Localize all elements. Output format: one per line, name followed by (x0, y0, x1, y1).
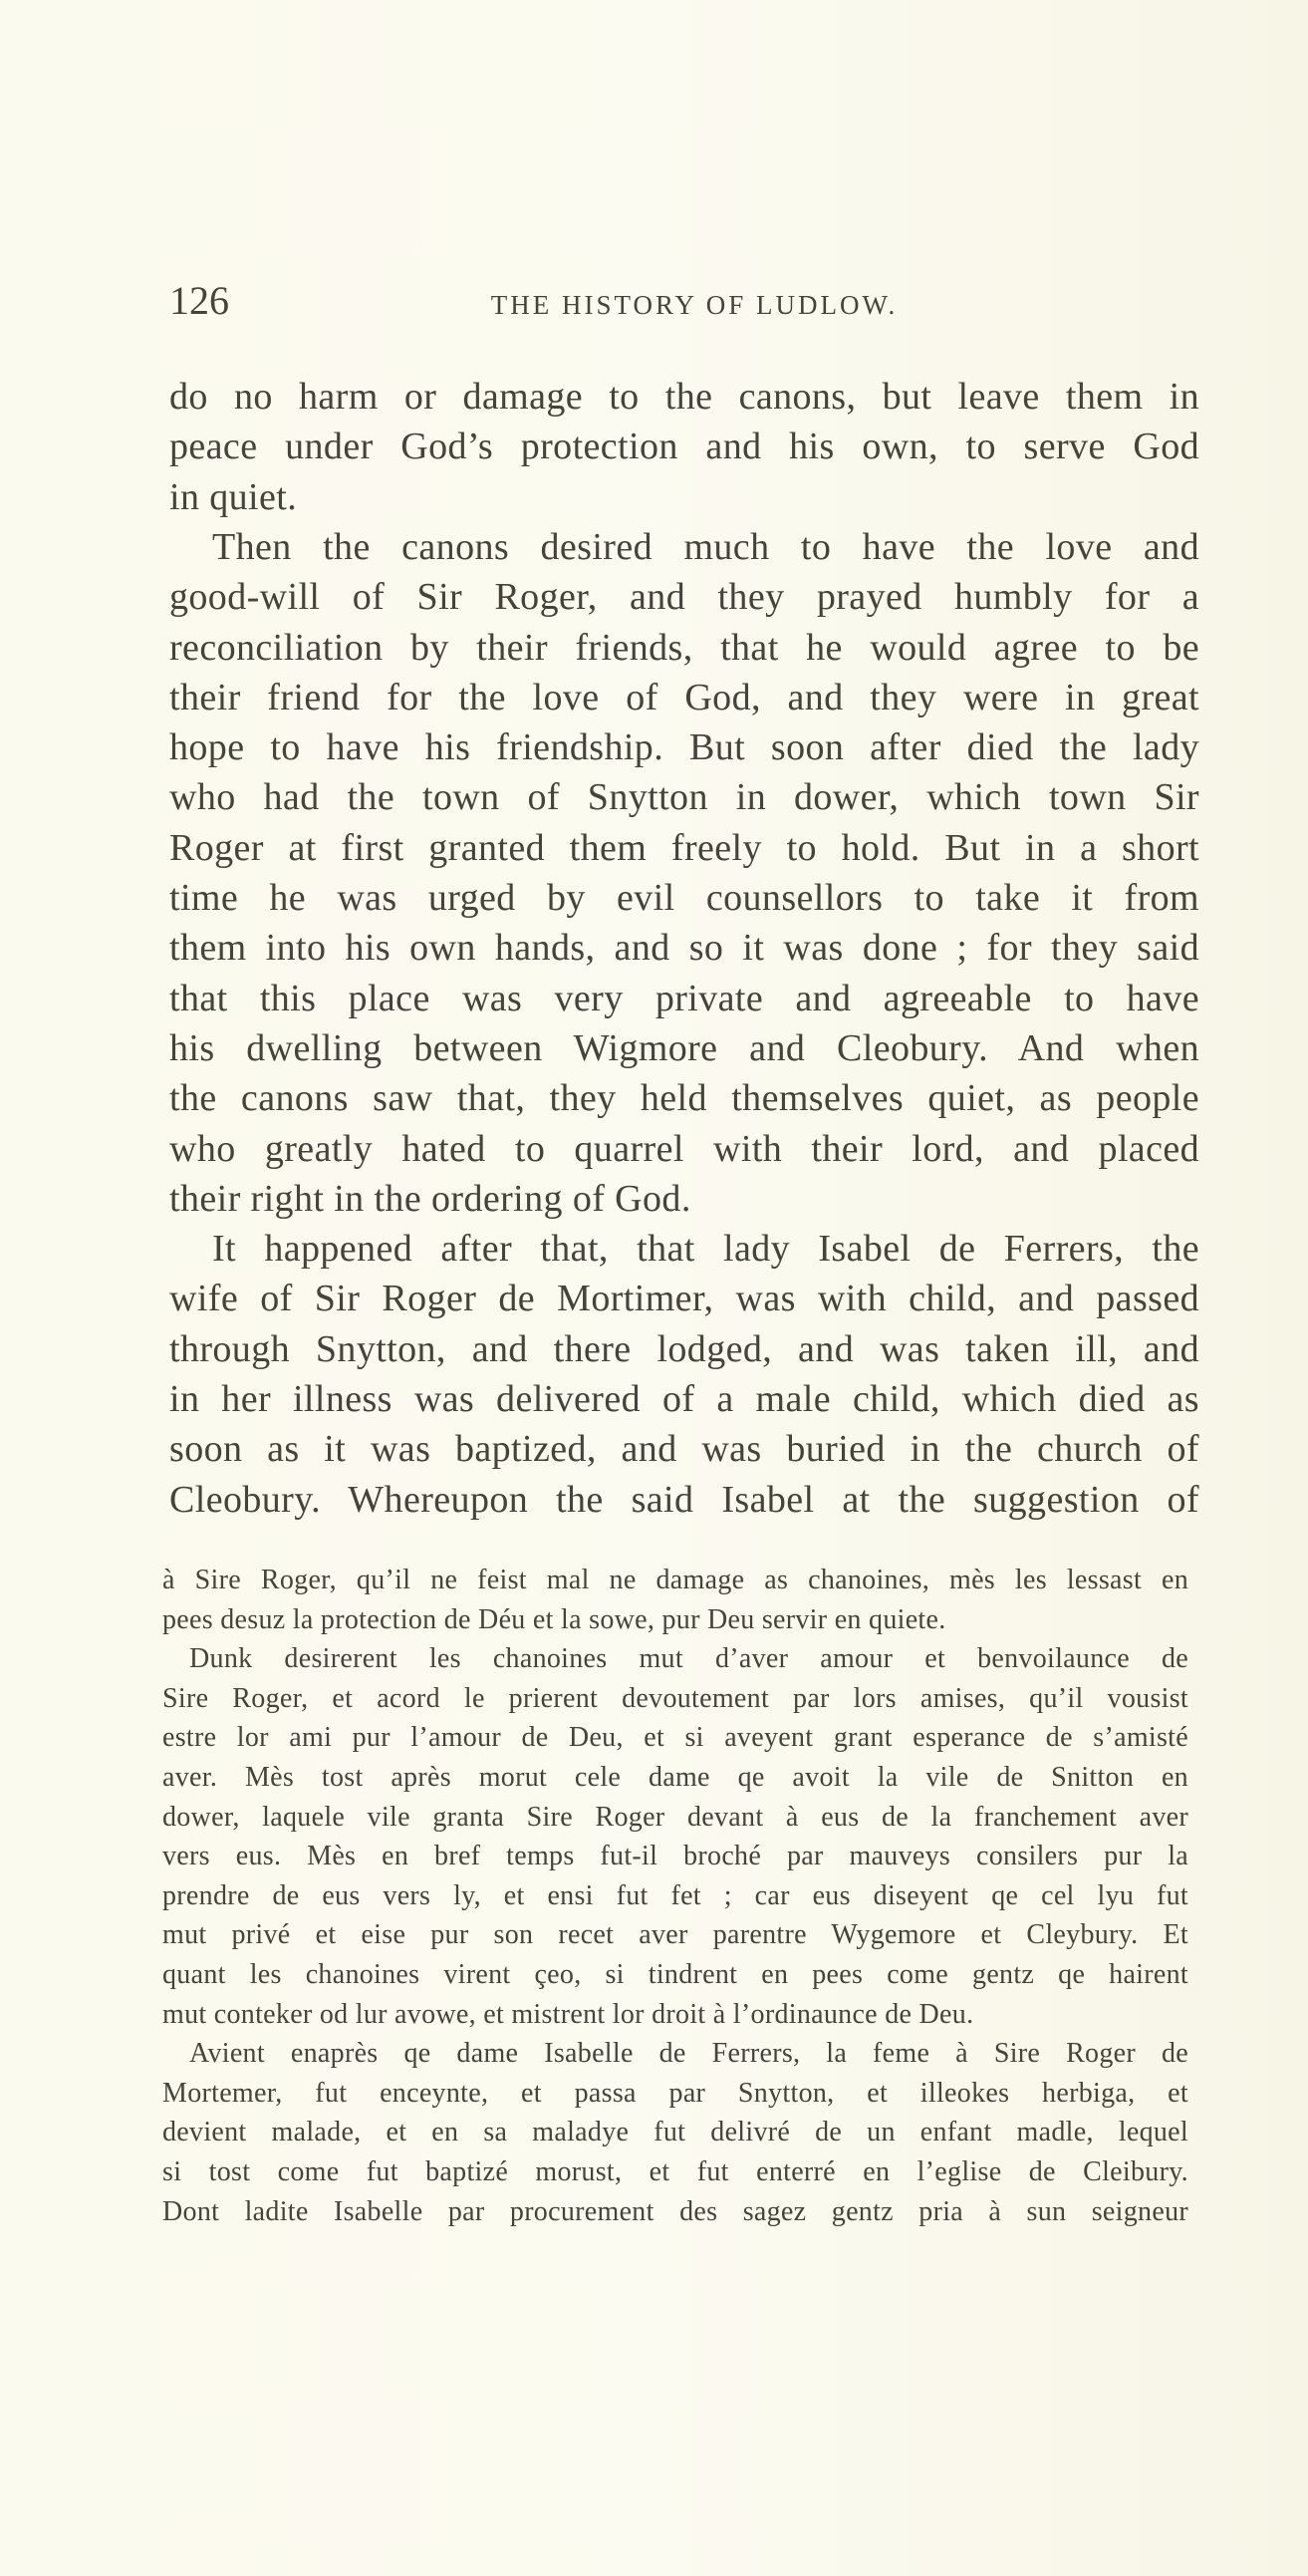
body-text-line: who greatly hated to quarrel with their lord, and placed (169, 1127, 1199, 1170)
body-text-line: reconciliation by their friends, that he would agree to be (169, 626, 1199, 669)
footnote-line: aver. Mès tost après morut cele dame qe avoit la vile de Snitton en (162, 1762, 1188, 1793)
body-text-line: wife of Sir Roger de Mortimer, was with child, and passed (169, 1278, 1199, 1320)
body-text-line: that this place was very private and agreeable to have (169, 977, 1199, 1019)
footnote-line: Sire Roger, et acord le prierent devoutement par lors amises, qu’il vousist (162, 1682, 1188, 1714)
footnote-line: Dunk desirerent les chanoines mut d’aver amour et benvoilaunce de (189, 1643, 1188, 1675)
footnote-line: mut privé et eise pur son recet aver parentre Wygemore et Cleybury. Et (162, 1919, 1188, 1951)
footnote-line: Dont ladite Isabelle par procurement des sagez gentz pria à sun seigneur (162, 2195, 1188, 2227)
footnote-line: dower, laquele vile granta Sire Roger devant à eus de la franchement aver (162, 1801, 1188, 1833)
body-text-line: in her illness was delivered of a male child, which died as (169, 1378, 1199, 1420)
body-text-line: the canons saw that, they held themselves quiet, as people (169, 1077, 1199, 1120)
body-text-line: good-will of Sir Roger, and they prayed humbly for a (169, 576, 1199, 619)
body-text-line: hope to have his friendship. But soon after died the lady (169, 726, 1199, 769)
running-title: THE HISTORY OF LUDLOW. (490, 290, 899, 320)
body-text-line: peace under God’s protection and his own, to serve God (169, 426, 1199, 468)
footnote-line: pees desuz la protection de Déu et la sowe, pur Deu servir en quiete. (162, 1603, 946, 1635)
footnote-line: quant les chanoines virent çeo, si tindrent en pees come gentz qe hairent (162, 1959, 1188, 1990)
body-text-line: through Snytton, and there lodged, and was taken ill, and (169, 1327, 1199, 1370)
body-text-line: Then the canons desired much to have the love and (212, 525, 1199, 568)
footnote-line: si tost come fut baptizé morust, et fut enterré en l’eglise de Cleibury. (162, 2156, 1188, 2187)
body-text-line: do no harm or damage to the canons, but leave them in (169, 376, 1199, 418)
footnote-line: Mortemer, fut enceynte, et passa par Snytton, et illeokes herbiga, et (162, 2077, 1188, 2109)
body-text-line: their right in the ordering of God. (169, 1177, 691, 1220)
body-text-line: in quiet. (169, 475, 298, 518)
body-text-line: time he was urged by evil counsellors to take it from (169, 877, 1199, 919)
body-text-line: It happened after that, that lady Isabel de Ferrers, the (212, 1228, 1199, 1271)
body-text-line: his dwelling between Wigmore and Cleobury. And when (169, 1026, 1199, 1069)
footnote-line: estre lor ami pur l’amour de Deu, et si aveyent grant esperance de s’amisté (162, 1722, 1188, 1754)
body-text-line: them into his own hands, and so it was done ; for they said (169, 927, 1199, 970)
body-text-line: who had the town of Snytton in dower, which town Sir (169, 776, 1199, 819)
footnote-line: vers eus. Mès en bref temps fut-il broché par mauveys consilers pur la (162, 1841, 1188, 1872)
body-text-line: their friend for the love of God, and they were in great (169, 676, 1199, 718)
body-text-line: Cleobury. Whereupon the said Isabel at the suggestion of (169, 1478, 1199, 1521)
footnote-line: devient malade, et en sa maladye fut delivré de un enfant madle, lequel (162, 2117, 1188, 2148)
footnote-line: Avient enaprès qe dame Isabelle de Ferrers, la feme à Sire Roger de (189, 2038, 1188, 2070)
body-text-line: soon as it was baptized, and was buried in the church of (169, 1428, 1199, 1471)
body-text-line: Roger at first granted them freely to hold. But in a short (169, 826, 1199, 869)
page-number: 126 (169, 278, 229, 323)
footnote-line: mut conteker od lur avowe, et mistrent lor droit à l’ordinaunce de Deu. (162, 1998, 974, 2030)
footnote-line: à Sire Roger, qu’il ne feist mal ne damage as chanoines, mès les lessast en (162, 1565, 1188, 1595)
footnote-line: prendre de eus vers ly, et ensi fut fet ; car eus diseyent qe cel lyu fut (162, 1879, 1188, 1911)
